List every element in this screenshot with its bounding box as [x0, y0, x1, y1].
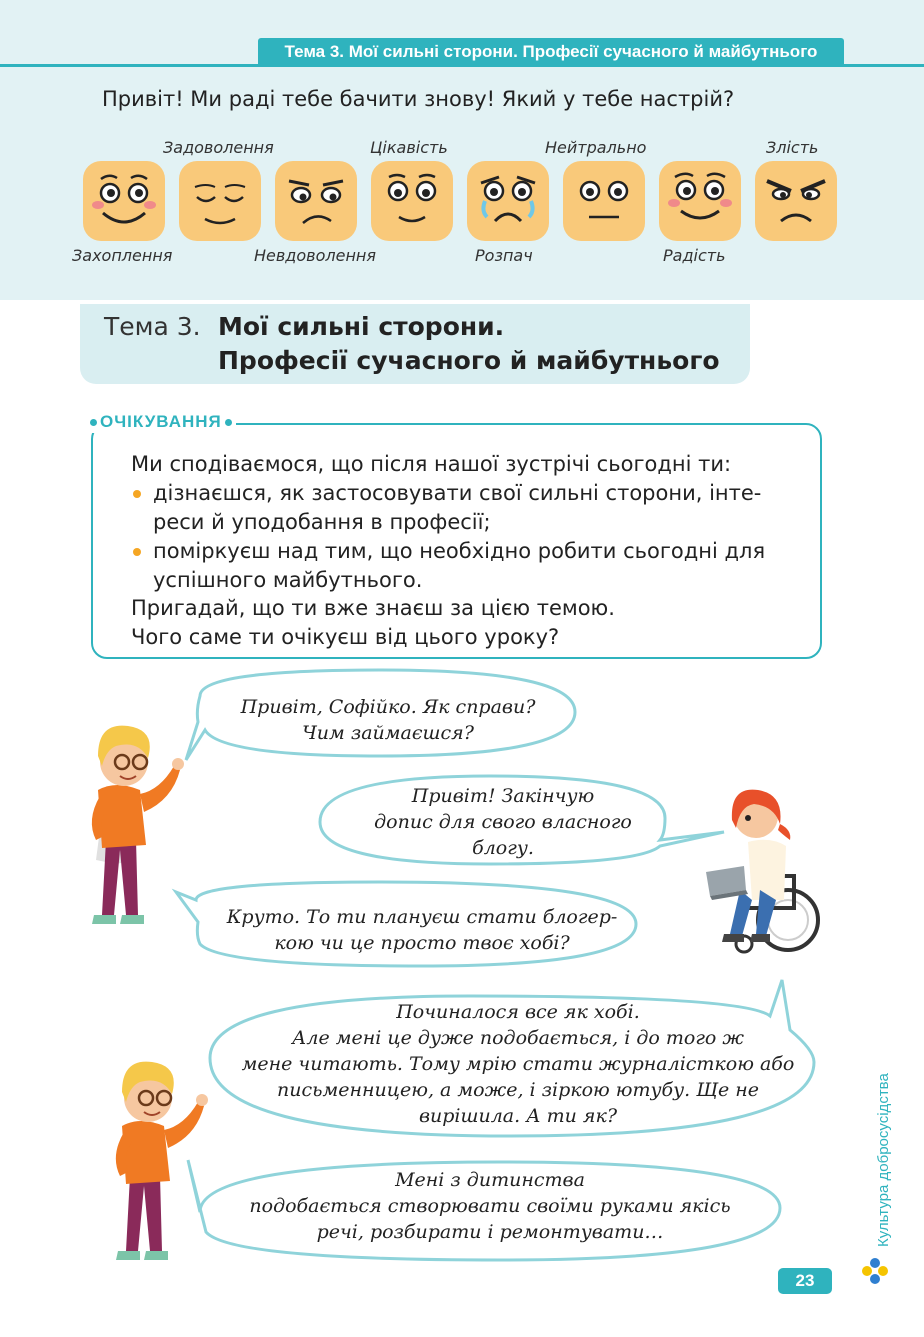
bubble-1-line-1: Привіт, Софійко. Як справи? — [240, 696, 536, 718]
expectations-bullet-1-line-2: реси й уподобання в професії; — [153, 510, 491, 534]
bubble-5-line-3: речі, розбирати і ремонтувати… — [316, 1221, 664, 1243]
bubble-4-line-3: мене читають. Тому мрію стати журналісткою або — [241, 1053, 795, 1075]
face-curious-icon[interactable] — [371, 161, 453, 241]
bullet-dot — [133, 490, 141, 498]
expectations-heading — [86, 411, 236, 433]
bubble-2-line-2: допис для свого власного — [374, 811, 632, 833]
label-neutral: Нейтрально — [545, 138, 647, 157]
girl-wheelchair-illustration — [700, 780, 830, 960]
label-displeasure: Невдоволення — [254, 246, 376, 265]
topic-prefix: Тема 3. — [104, 312, 201, 341]
face-neutral-icon[interactable] — [563, 161, 645, 241]
header-title: Тема 3. Мої сильні сторони. Професії сучасного й майбутнього — [258, 38, 844, 66]
label-curiosity: Цікавість — [370, 138, 448, 157]
topic-title-line2: Професії сучасного й майбутнього — [218, 346, 720, 375]
label-anger: Злість — [766, 138, 819, 157]
label-despair: Розпач — [475, 246, 533, 265]
expectations-bullet-2-line-2: успішного майбутнього. — [153, 568, 423, 592]
bubble-1-line-2: Чим займаєшся? — [302, 722, 474, 744]
bubble-4-line-1: Починалося все як хобі. — [396, 1001, 640, 1023]
topic-title-line1: Мої сильні сторони. — [218, 312, 505, 341]
bubble-2-line-3: блогу. — [472, 837, 534, 859]
bubble-3-line-2: кою чи це просто твоє хобі? — [274, 932, 570, 954]
label-contentment: Задоволення — [163, 138, 274, 157]
face-displeased-icon[interactable] — [275, 161, 357, 241]
expectations-question: Чого саме ти очікуєш від цього уроку? — [131, 625, 560, 649]
expectations-bullet-2-line-1: поміркуєш над тим, що необхідно робити сьогодні для — [153, 539, 766, 563]
expectations-title: ОЧІКУВАННЯ — [100, 412, 222, 431]
bubble-4-line-5: вирішила. А ти як? — [418, 1105, 618, 1127]
bubble-4-line-2: Але мені це дуже подобається, і до того ж — [291, 1027, 745, 1049]
heading-dot-left — [90, 419, 97, 426]
label-joy: Радість — [663, 246, 726, 265]
heading-dot-right — [225, 419, 232, 426]
side-caption: Культура добросусідства — [875, 1073, 892, 1247]
label-delight: Захоплення — [72, 246, 173, 265]
bullet-dot — [133, 548, 141, 556]
expectations-bullet-1-line-1: дізнаєшся, як застосовувати свої сильні сторони, інте- — [153, 481, 762, 505]
boy-illustration — [100, 1046, 210, 1266]
boy-illustration — [76, 710, 186, 930]
face-joy-icon[interactable] — [659, 161, 741, 241]
page-number: 23 — [778, 1268, 832, 1294]
flower-logo-icon — [862, 1258, 888, 1284]
bubble-5-line-2: подобається створювати своїми руками якісь — [249, 1195, 731, 1217]
bubble-5-line-1: Мені з дитинства — [395, 1169, 585, 1191]
face-despair-icon[interactable] — [467, 161, 549, 241]
bubble-4-line-4: письменницею, а може, і зіркою ютубу. Ще не — [277, 1079, 759, 1101]
face-anger-icon[interactable] — [755, 161, 837, 241]
expectations-intro: Ми сподіваємося, що після нашої зустрічі сьогодні ти: — [131, 452, 732, 476]
face-content-icon[interactable] — [179, 161, 261, 241]
expectations-recall: Пригадай, що ти вже знаєш за цією темою. — [131, 596, 615, 620]
mood-question: Привіт! Ми раді тебе бачити знову! Який у тебе настрій? — [102, 87, 735, 111]
bubble-2-line-1: Привіт! Закінчую — [411, 785, 595, 807]
face-delight-icon[interactable] — [83, 161, 165, 241]
bubble-3-line-1: Круто. То ти плануєш стати блогер- — [226, 906, 618, 928]
